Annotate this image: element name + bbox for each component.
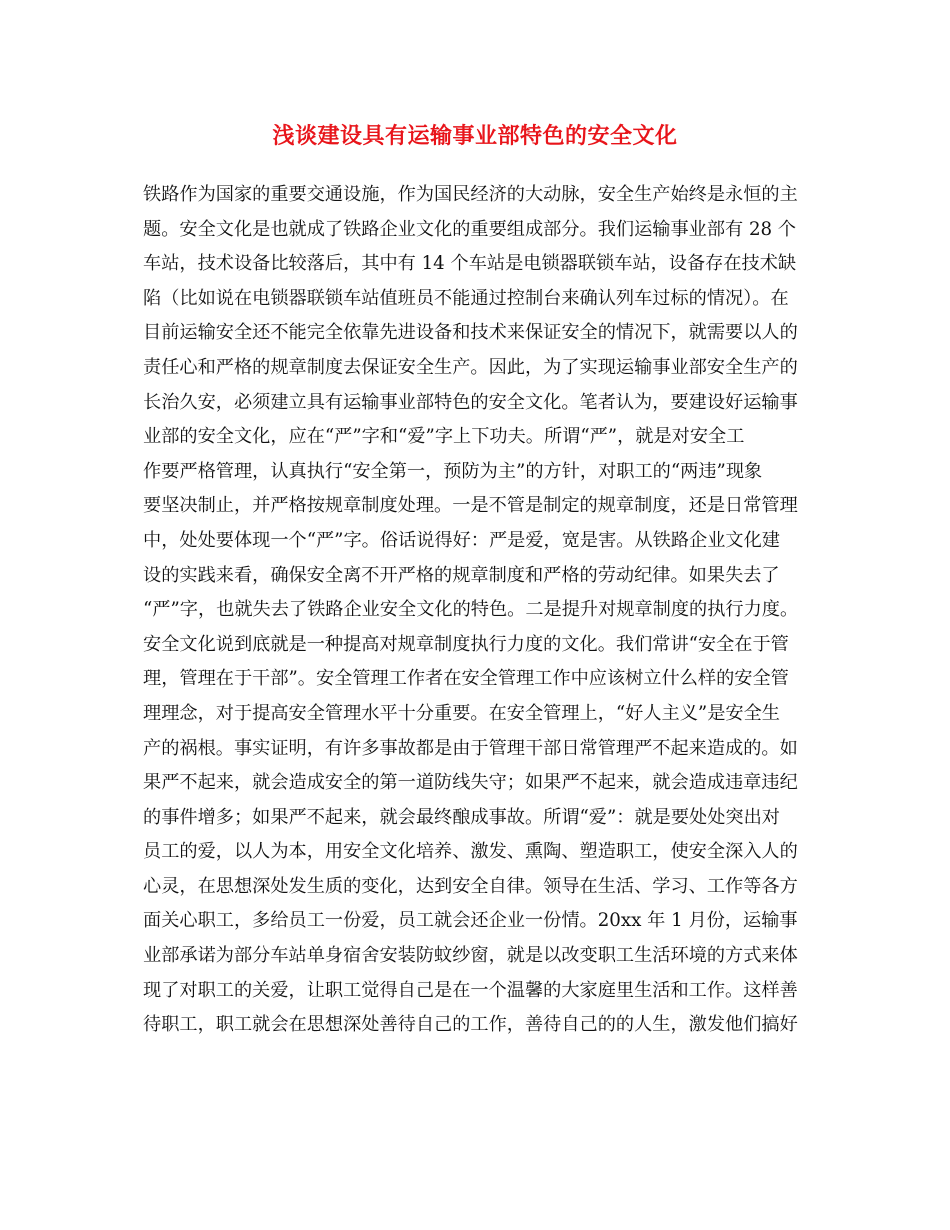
body-line: 车站，技术设备比较落后，其中有 14 个车站是电锁器联锁车站，设备存在技术缺 [143,253,797,275]
body-line: 设的实践来看，确保安全离不开严格的规章制度和严格的劳动纪律。如果失去了 [143,564,780,586]
body-line: 产的祸根。事实证明，有许多事故都是由于管理干部日常管理严不起来造成的。如 [143,737,798,759]
body-line: 目前运输安全还不能完全依靠先进设备和技术来保证安全的情况下，就需要以人的 [143,322,798,344]
body-line: 责任心和严格的规章制度去保证安全生产。因此，为了实现运输事业部安全生产的 [143,356,798,378]
body-line: 面关心职工，多给员工一份爱，员工就会还企业一份情。20xx 年 1 月份，运输事 [143,910,798,932]
body-line: 业部承诺为部分车站单身宿舍安装防蚊纱窗，就是以改变职工生活环境的方式来体 [143,945,798,967]
body-line: 的事件增多；如果严不起来，就会最终酿成事故。所谓“爱”：就是要处处突出对 [143,806,780,828]
body-line: 待职工，职工就会在思想深处善待自己的工作，善待自己的的人生，激发他们搞好 [143,1014,798,1036]
body-line: “严”字，也就失去了铁路企业安全文化的特色。二是提升对规章制度的执行力度。 [143,599,799,621]
body-line: 铁路作为国家的重要交通设施，作为国民经济的大动脉，安全生产始终是永恒的主 [143,184,798,205]
document-title: 浅谈建设具有运输事业部特色的安全文化 [272,123,678,149]
body-line: 现了对职工的关爱，让职工觉得自己是在一个温馨的大家庭里生活和工作。这样善 [143,979,798,1001]
body-line: 理，管理在于干部”。安全管理工作者在安全管理工作中应该树立什么样的安全管 [143,668,789,690]
body-line: 理理念，对于提高安全管理水平十分重要。在安全管理上，“好人主义”是安全生 [143,702,780,724]
body-line: 业部的安全文化，应在“严”字和“爱”字上下功夫。所谓“严”，就是对安全工 [143,426,745,448]
body-line: 员工的爱，以人为本，用安全文化培养、激发、熏陶、塑造职工，使安全深入人的 [143,841,798,863]
body-line: 果严不起来，就会造成安全的第一道防线失守；如果严不起来，就会造成违章违纪 [143,772,798,794]
body-line: 安全文化说到底就是一种提高对规章制度执行力度的文化。我们常讲“安全在于管 [143,633,789,655]
body-line: 陷（比如说在电锁器联锁车站值班员不能通过控制台来确认列车过标的情况）。在 [143,287,789,309]
body-line: 长治久安，必须建立具有运输事业部特色的安全文化。笔者认为，要建设好运输事 [143,391,798,413]
body-line: 题。安全文化是也就成了铁路企业文化的重要组成部分。我们运输事业部有 28 个 [143,218,797,240]
body-line: 心灵，在思想深处发生质的变化，达到安全自律。领导在生活、学习、工作等各方 [143,875,798,897]
body-line: 作要严格管理，认真执行“安全第一，预防为主”的方针，对职工的“两违”现象 [143,460,763,482]
document-body [143,178,833,1043]
body-line: 要坚决制止，并严格按规章制度处理。一是不管是制定的规章制度，还是日常管理 [143,495,798,517]
body-line: 中，处处要体现一个“严”字。俗话说得好：严是爱，宽是害。从铁路企业文化建 [143,529,780,551]
